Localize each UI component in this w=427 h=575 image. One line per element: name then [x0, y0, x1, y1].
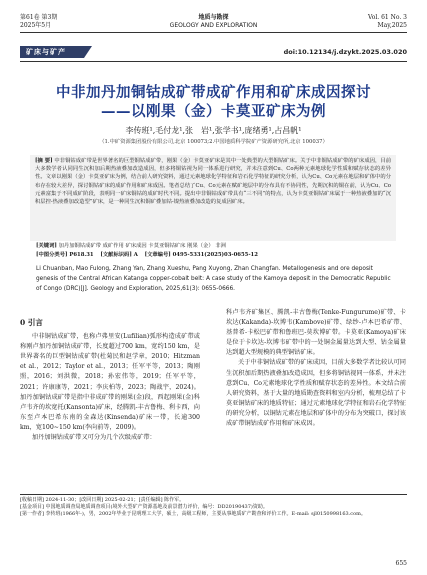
article-title-line1: 中非加丹加铜钴成矿带成矿作用和矿床成因探讨 [56, 85, 371, 101]
abstract-box [30, 155, 396, 241]
abstract-label: [摘 要] [35, 158, 53, 164]
journal-name-cn: 地质与勘探 [198, 14, 229, 21]
keywords-label: [关键词] [36, 243, 57, 249]
header-rule [20, 32, 407, 33]
article-title-line2: ——以刚果（金）卡莫亚矿床为例 [101, 104, 326, 120]
banner-tail [84, 46, 92, 58]
author-list: 李传班¹,毛付龙¹,张 岩¹,张学书¹,庞绪勇¹,占昌帆¹ [125, 126, 302, 135]
body-paragraph: 科卢韦齐矿集区、腾凯-丰古鲁梅(Tenke-Fungurume)矿带、卡坎达(Kakanda)-坎博韦(Kambove)矿带、绿纱-卢本巴希矿带、基普希-卡松巴矿带和鲁班巴-莫坎博矿带。卡莫亚(Kamoya)矿床是位于卡坎达-坎博韦矿带中的一处铜金属量达到大型、钴金属量达到超大型规模的典型铜钴矿床。 [226, 309, 406, 357]
clc-number: [中图分类号] P618.31 [36, 252, 94, 258]
keywords [36, 242, 392, 250]
keywords-text: 加丹加铜钴成矿带 成矿作用 矿床成因 卡莫亚铜钴矿床 刚果（金） 非洲 [58, 243, 226, 249]
affiliation: （1.中矿资源集团股份有限公司,北京 100073;2.中国地质科学院矿产资源研究所,北京 100037） [99, 139, 328, 145]
publication-date: 2025年5月 [20, 22, 52, 29]
first-author-bio: [第一作者] 李传班(1966年-)，男，2002年毕业于昆明理工大学，硕士，高级工程师，主要从事地质矿产勘查和评价工作。E-mail: sjl0150998163.com。 [20, 511, 366, 518]
received-dates: [收稿日期] 2024-11-30；[改回日期] 2025-02-21；[责任编辑] 陈作军。 [20, 497, 185, 503]
body-paragraph: 中非铜钴成矿带，也称卢弗里安(Lufilian)弧形构造成矿带或称刚卢加丹加铜钴成矿带，长度超过700 km，宽约150 km，是世界著名的巨型铜钴成矿带(杜菊民和赵学章，2010；Hitzman et al.，2012；Taylor et al.，2013；任军平等，2013；陶刚照，2016；刘洪微，2018；孙宏伟等，2019；任军平等，2021；许康康等，2021；李庆柏等，2023；陶战宇，2024)。加丹加铜钴成矿带是指中非成矿带的刚果(金)段，西起刚果(金)科卢韦齐的坎宽托(Kansonta)矿床，经腾凯-丰古鲁梅、利卡西，向东至卢本巴希东南的金森达(Kinsenda)矿床一带，长逾300 km，宽100~150 km(李向前等，2009)。 [20, 333, 200, 431]
funding-info: [基金项目] 中国地质调查局地质调查项目(境外大型矿产资源基地及前景潜力评价，编号：DD20190437)资助。 [20, 504, 268, 511]
volume-issue: 第61卷 第3期 [20, 14, 58, 21]
classification-line [36, 251, 392, 259]
body-paragraph: 关于中非铜钴成矿带的矿床成因，目前大多数学者比较认可同生沉积加后期热液叠加改造成因，但多将铜钴视同一体系，并未注意到Cu、Co元素地球化学性质和赋存状态的差异性。本文结合前人研究资料，基于大量的地质勘查资料和室内分析，梳理总结了卡莫亚铜钴矿床的地质特征；通过元素地球化学特征和岩石化学特征的研究分析，以铜钴元素在地层和矿体中的分布为突破口，探讨该成矿带铜钴成矿作用和矿床成因。 [226, 359, 406, 428]
section-banner: 矿床与矿产 [20, 46, 84, 58]
footnote-rule [20, 494, 407, 495]
body-column-left [20, 318, 200, 443]
abstract-text: 中非铜钴成矿带是世界著名的巨型铜钴成矿带，刚果（金）卡莫亚矿床是其中一处典型的大型铜钴矿床。关于中非铜钴成矿带的矿床成因，目前大多数学者认同同生沉积加后期热液叠加改造成因，但多将铜钴视为同一体系进行研究，并未注意到Cu、Co两种元素地球化学性质和赋存状态的差异性。文章以刚果（金）卡莫亚矿床为例，结合前人研究资料，通过元素地球化学特征和岩石化学特征的研究分析，认为Cu、Co元素在地层和矿体中的分布存在较大差异，探讨铜钴矿床的成矿作用和矿床成因。笔者总结了Cu、Co元素在赋矿地层中的分布具有不协同性，先期沉积的铜在前，认为Cu、Co元素富集于不同成矿阶段，表明同一矿床铜钴的成矿时代不同。提出中非铜钴成矿带具有“三不同”的特点，认为卡莫亚铜钴矿床属于一种热液叠加的“沉积层控-热液叠加改造型”矿床，是一种同生沉积铜矿叠加钴-镍热液叠加改造的复成因矿床。 [35, 158, 391, 206]
article-number: [文章编号] 0495-5331(2025)03-0655-12 [144, 252, 258, 258]
page-number: 655 [395, 560, 407, 567]
volume-issue-en: Vol. 61 No. 3 [367, 14, 407, 21]
publication-date-en: May,2025 [377, 22, 407, 29]
english-citation: Li Chuanban, Mao Fulong, Zhang Yan, Zhang Xueshu, Pang Xuyong, Zhan Changfan. Metallogenesis and ore deposit genesis of the Central African Katanga copper-cobalt belt: A case study of the Kamoya deposit in the Democratic Republic of Congo (DRC)[J]. Geology and Exploration, 2025,61(3): 0655-0666. [36, 266, 391, 292]
section-heading: 0 引言 [20, 318, 43, 327]
journal-name-en: GEOLOGY AND EXPLORATION [169, 22, 258, 29]
document-code: [文献标识码] A [100, 252, 138, 258]
banner-rule [20, 61, 407, 62]
doi: doi:10.12134/j.dzykt.2025.03.020 [283, 48, 407, 56]
body-paragraph: 加丹加铜钴成矿带又可分为几个次级成矿带： [32, 434, 156, 442]
footnote [20, 497, 407, 519]
body-column-right [226, 308, 406, 429]
